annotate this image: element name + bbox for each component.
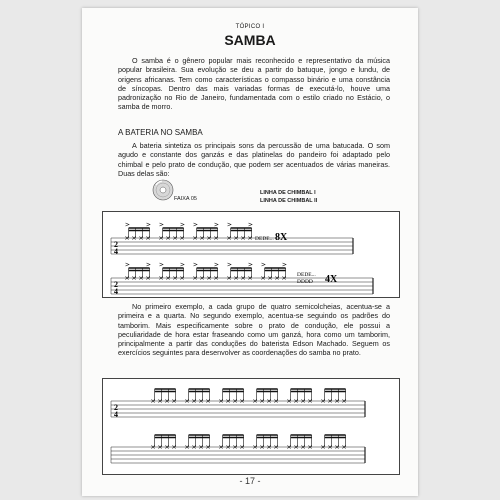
note-mark bbox=[181, 223, 185, 226]
staff-notation bbox=[103, 212, 399, 297]
svg-text:2: 2 bbox=[114, 240, 118, 249]
repeat-label: DEDE... bbox=[255, 236, 274, 242]
note-mark bbox=[249, 223, 253, 226]
repeat-label: DEDE... bbox=[297, 272, 316, 278]
page-title: SAMBA bbox=[224, 32, 276, 48]
svg-text:2: 2 bbox=[114, 403, 118, 412]
svg-text:4: 4 bbox=[114, 247, 118, 256]
line-label-1: LINHA DE CHIMBAL I bbox=[260, 190, 316, 196]
note-mark bbox=[194, 263, 198, 266]
explanation-paragraph: No primeiro exemplo, a cada grupo de quatro semicolcheias, acentua-se a primeira e a quarta. No segundo exemplo, acentua-se seguindo os padrões do tamborim. Mais especificamente sobre o prato de condução, ele possui a peculiaridade de hora estar fraseando como um ganzá, hora como um tamborim, principalmente a partir das conduções do baterista Edson Machado. Seguem os exercícios seguintes para desenvolver as coordenações do samba no prato. bbox=[118, 302, 390, 358]
svg-text:4: 4 bbox=[114, 287, 118, 296]
note-mark bbox=[194, 223, 198, 226]
note-mark bbox=[228, 263, 232, 266]
note-mark bbox=[181, 263, 185, 266]
note-mark bbox=[215, 263, 219, 266]
note-mark bbox=[228, 223, 232, 226]
page-number: - 17 - bbox=[239, 476, 261, 486]
book-page bbox=[82, 8, 418, 496]
note-mark bbox=[126, 223, 130, 226]
note-mark bbox=[249, 263, 253, 266]
notation-example-1 bbox=[102, 211, 400, 298]
line-label-2: LINHA DE CHIMBAL II bbox=[260, 198, 318, 204]
intro-paragraph: O samba é o gênero popular mais reconhecido e representativo da música popular brasileira. Sua evolução se deu a partir do batuque, jongo e lundu, de origens africanas. Tem como características o compasso binário e uma constância de síncopas. Dentro das mais variadas formas de executá-lo, houve uma padronização no Rio de Janeiro, fundamentada com o estilo criado no Estácio, o samba de morro. bbox=[118, 56, 390, 112]
topic-label: TÓPICO I bbox=[235, 24, 265, 30]
track-label: FAIXA 05 bbox=[174, 196, 197, 202]
note-mark bbox=[147, 263, 151, 266]
staff-notation bbox=[103, 379, 399, 474]
note-mark bbox=[283, 263, 287, 266]
repeat-count: 4X bbox=[325, 274, 338, 285]
svg-text:2: 2 bbox=[114, 280, 118, 289]
note-mark bbox=[160, 263, 164, 266]
svg-text:4: 4 bbox=[114, 410, 118, 419]
note-mark bbox=[147, 223, 151, 226]
note-mark bbox=[262, 263, 266, 266]
notation-example-2 bbox=[102, 378, 400, 475]
cd-icon bbox=[152, 179, 174, 201]
repeat-label: DDDD bbox=[297, 279, 313, 285]
repeat-count: 8X bbox=[275, 232, 288, 243]
note-mark bbox=[126, 263, 130, 266]
section-heading: A BATERIA NO SAMBA bbox=[118, 128, 203, 137]
note-mark bbox=[215, 223, 219, 226]
bateria-paragraph: A bateria sintetiza os principais sons da percussão de uma batucada. O som agudo e constante dos ganzás e das platinelas do pandeiro foi adaptado pelo chimbal e pelo prato de condução, que podem ser acentuados de várias maneiras. Duas delas são: bbox=[118, 141, 390, 178]
note-mark bbox=[160, 223, 164, 226]
